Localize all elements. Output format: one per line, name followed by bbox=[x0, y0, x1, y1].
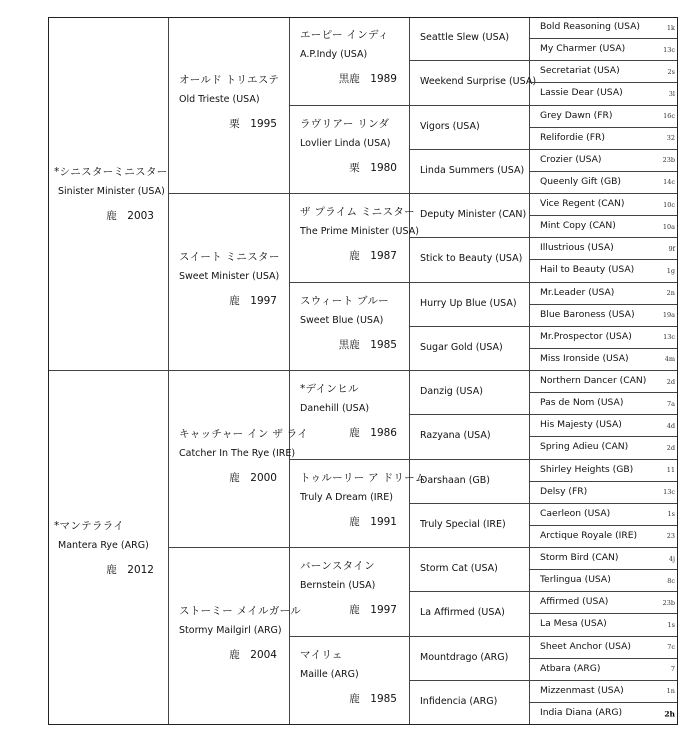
horse-name-ja: オールド トリエステ bbox=[179, 73, 280, 86]
horse-name-ja: スイート ミニスター bbox=[179, 250, 280, 263]
horse-name: Razyana (USA) bbox=[420, 430, 491, 442]
horse-name: Hail to Beauty (USA) bbox=[540, 264, 635, 276]
horse-name: Danzig (USA) bbox=[420, 386, 483, 398]
horse-color-year: 黒鹿 1989 bbox=[338, 73, 397, 86]
family-number: 1k bbox=[666, 23, 675, 32]
horse-name-en: Truly A Dream (IRE) bbox=[300, 491, 393, 503]
horse-name: Crozier (USA) bbox=[540, 153, 602, 165]
horse-color-year: 鹿 1986 bbox=[349, 427, 397, 440]
horse-name: Delsy (FR) bbox=[540, 485, 588, 497]
family-number: 13c bbox=[663, 333, 675, 342]
family-number: 9f bbox=[668, 244, 675, 253]
family-number: 32 bbox=[666, 134, 675, 143]
horse-name: Darshaan (GB) bbox=[420, 474, 490, 486]
horse-name: Storm Cat (USA) bbox=[420, 563, 498, 575]
horse-name-ja: スウィート ブルー bbox=[300, 294, 389, 307]
horse-name-en: Sweet Minister (USA) bbox=[179, 270, 280, 282]
horse-name-en: Sinister Minister (USA) bbox=[58, 186, 165, 197]
horse-color-year: 鹿 1987 bbox=[349, 250, 397, 263]
horse-color-year: 鹿 2012 bbox=[106, 564, 154, 576]
horse-name: Affirmed (USA) bbox=[540, 596, 609, 608]
horse-name: Vice Regent (CAN) bbox=[540, 198, 625, 210]
horse-color-year: 鹿 1991 bbox=[349, 515, 397, 528]
horse-name: Mizzenmast (USA) bbox=[540, 684, 624, 696]
family-number: 7a bbox=[666, 399, 675, 408]
family-number: 7 bbox=[670, 665, 675, 674]
horse-name-en: Old Trieste (USA) bbox=[179, 93, 260, 105]
horse-name-en: Catcher In The Rye (IRE) bbox=[179, 447, 296, 459]
horse-name: Northern Dancer (CAN) bbox=[540, 375, 647, 387]
family-number: 14c bbox=[663, 178, 675, 187]
horse-name: Secretariat (USA) bbox=[540, 65, 620, 77]
table-frame bbox=[48, 17, 678, 725]
horse-color-year: 鹿 1997 bbox=[229, 294, 277, 307]
horse-name-en: Mantera Rye (ARG) bbox=[58, 540, 149, 551]
family-number: 23 bbox=[666, 532, 675, 541]
horse-name-en: Lovlier Linda (USA) bbox=[300, 137, 391, 149]
horse-name-ja: マイリェ bbox=[300, 648, 343, 661]
horse-name-en: Bernstein (USA) bbox=[300, 580, 376, 592]
family-number: 1s bbox=[667, 510, 675, 519]
family-number: 4d bbox=[666, 421, 675, 430]
horse-color-year: 鹿 2003 bbox=[106, 210, 154, 222]
family-number: 3l bbox=[668, 89, 675, 98]
horse-name: Linda Summers (USA) bbox=[420, 164, 525, 176]
horse-name-ja: *デインヒル bbox=[300, 383, 359, 396]
family-number: 2s bbox=[667, 67, 675, 76]
family-number: 2h bbox=[664, 709, 675, 719]
family-number: 1n bbox=[666, 687, 675, 696]
family-number: 4m bbox=[664, 355, 675, 364]
horse-color-year: 鹿 1997 bbox=[349, 604, 397, 617]
horse-name: Grey Dawn (FR) bbox=[540, 109, 613, 121]
horse-color-year: 鹿 2004 bbox=[229, 648, 277, 661]
horse-name: La Affirmed (USA) bbox=[420, 607, 505, 619]
horse-name-en: Stormy Mailgirl (ARG) bbox=[179, 624, 282, 636]
family-number: 7c bbox=[667, 643, 675, 652]
horse-color-year: 鹿 2000 bbox=[229, 471, 277, 484]
horse-name: Sheet Anchor (USA) bbox=[540, 640, 631, 652]
family-number: 1s bbox=[667, 620, 675, 629]
horse-name: Relifordie (FR) bbox=[540, 131, 605, 143]
family-number: 10a bbox=[662, 222, 675, 231]
horse-name-ja: ザ プライム ミニスター bbox=[300, 206, 415, 219]
horse-name: Vigors (USA) bbox=[420, 120, 480, 132]
horse-name: Spring Adieu (CAN) bbox=[540, 441, 629, 453]
horse-name: Atbara (ARG) bbox=[540, 662, 601, 674]
family-number: 11 bbox=[666, 466, 675, 475]
family-number: 2n bbox=[666, 289, 675, 298]
horse-name: Bold Reasoning (USA) bbox=[540, 21, 641, 33]
horse-name: Queenly Gift (GB) bbox=[540, 175, 621, 187]
horse-color-year: 栗 1995 bbox=[229, 117, 277, 130]
horse-name: Truly Special (IRE) bbox=[420, 518, 506, 530]
family-number: 10c bbox=[663, 200, 675, 209]
horse-name: Blue Baroness (USA) bbox=[540, 308, 635, 320]
horse-name: Stick to Beauty (USA) bbox=[420, 253, 523, 265]
horse-name-ja: ストーミー メイルガール bbox=[179, 604, 302, 617]
horse-name: Hurry Up Blue (USA) bbox=[420, 297, 517, 309]
family-number: 16c bbox=[663, 112, 675, 121]
family-number: 8c bbox=[667, 576, 675, 585]
horse-name-en: The Prime Minister (USA) bbox=[300, 226, 419, 238]
family-number: 19a bbox=[662, 311, 675, 320]
family-number: 2d bbox=[666, 377, 675, 386]
horse-name: Arctique Royale (IRE) bbox=[540, 529, 638, 541]
horse-name: Sugar Gold (USA) bbox=[420, 341, 503, 353]
family-number: 23b bbox=[662, 156, 675, 165]
horse-name-ja: エーピー インディ bbox=[300, 29, 389, 42]
pedigree-table bbox=[48, 17, 678, 725]
horse-name: Caerleon (USA) bbox=[540, 507, 611, 519]
horse-name: Deputy Minister (CAN) bbox=[420, 209, 527, 221]
family-number: 1g bbox=[666, 266, 675, 275]
horse-name: Pas de Nom (USA) bbox=[540, 397, 624, 409]
horse-name-en: Sweet Blue (USA) bbox=[300, 314, 384, 326]
horse-name: Shirley Heights (GB) bbox=[540, 463, 634, 475]
horse-name-ja: キャッチャー イン ザ ライ bbox=[179, 427, 309, 440]
horse-name-ja: *シニスターミニスター bbox=[54, 166, 168, 178]
horse-name: Lassie Dear (USA) bbox=[540, 87, 623, 99]
horse-name: Weekend Surprise (USA) bbox=[420, 76, 537, 88]
horse-name: Storm Bird (CAN) bbox=[540, 552, 619, 564]
horse-name-ja: ラヴリアー リンダ bbox=[300, 117, 390, 130]
horse-color-year: 鹿 1985 bbox=[349, 692, 397, 705]
horse-name: His Majesty (USA) bbox=[540, 419, 622, 431]
horse-name: Mr.Prospector (USA) bbox=[540, 330, 632, 342]
horse-name: India Diana (ARG) bbox=[540, 706, 623, 718]
horse-color-year: 黒鹿 1985 bbox=[338, 338, 397, 351]
family-number: 23b bbox=[662, 598, 675, 607]
horse-name: Mr.Leader (USA) bbox=[540, 286, 615, 298]
horse-name-ja: *マンテラライ bbox=[54, 520, 125, 532]
horse-name: Terlingua (USA) bbox=[540, 574, 611, 586]
horse-name: La Mesa (USA) bbox=[540, 618, 607, 630]
horse-name: Miss Ironside (USA) bbox=[540, 352, 629, 364]
horse-name-en: Maille (ARG) bbox=[300, 668, 359, 680]
horse-name: Illustrious (USA) bbox=[540, 242, 614, 254]
horse-color-year: 栗 1980 bbox=[349, 161, 397, 174]
family-number: 2d bbox=[666, 443, 675, 452]
horse-name: Mountdrago (ARG) bbox=[420, 651, 509, 663]
horse-name: Mint Copy (CAN) bbox=[540, 220, 616, 232]
family-number: 4j bbox=[668, 554, 675, 563]
horse-name: Infidencia (ARG) bbox=[420, 695, 498, 707]
horse-name-ja: バーンスタイン bbox=[300, 560, 375, 573]
family-number: 13c bbox=[663, 45, 675, 54]
horse-name-ja: トゥルーリー ア ドリーム bbox=[300, 471, 426, 484]
family-number: 13c bbox=[663, 488, 675, 497]
horse-name: My Charmer (USA) bbox=[540, 43, 626, 55]
horse-name-en: Danehill (USA) bbox=[300, 403, 370, 415]
horse-name-en: A.P.Indy (USA) bbox=[300, 49, 368, 61]
horse-name: Seattle Slew (USA) bbox=[420, 32, 510, 44]
